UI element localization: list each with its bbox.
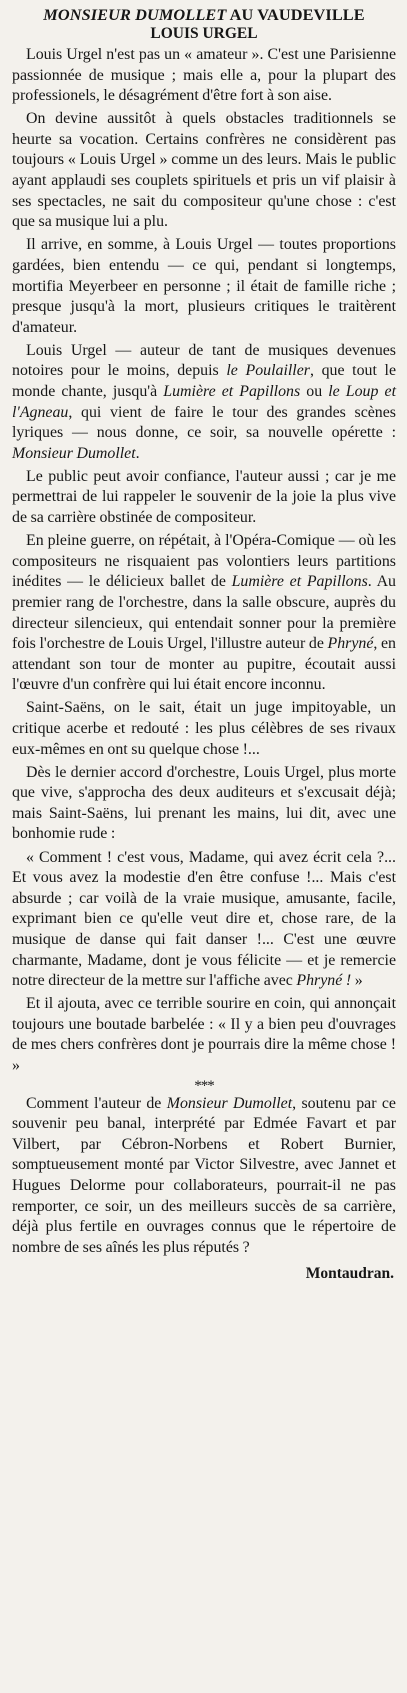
article-paragraph — [12, 531, 396, 696]
italic-title-text: le Loup et l'Agneau — [12, 383, 396, 421]
paragraph-text: Dès le dernier accord d'orchestre, Louis Urgel, plus morte que vive, s'approcha des deux auditeurs et s'excusait déjà; mais Saint-Saëns, lui prenant les mains, lui dit, avec une bonhomie rude : — [12, 763, 396, 843]
paragraph-text: Il arrive, en somme, à Louis Urgel — toutes proportions gardées, bien entendu — ce qui, pendant si longtemps, mortifia Meyerbeer en personne ; il était de famille riche ; presque jusqu'à la mort, plusieurs critiques le traitèrent d'amateur. — [12, 236, 396, 336]
article-paragraph — [12, 994, 396, 1076]
paragraph-text: En pleine guerre, on répétait, à l'Opéra-Comique — où les compositeurs ne risquaient pas volontiers leurs partitions inédites — le délicieux ballet de — [12, 532, 396, 591]
italic-title-text: le Poulailler — [226, 362, 310, 380]
article-paragraph — [12, 698, 396, 760]
headline-rest: AU VAUDEVILLE — [226, 5, 365, 24]
article-paragraph — [12, 45, 396, 107]
article-paragraph — [12, 848, 396, 992]
paragraph-text: , que tout le monde chante, jusqu'à — [12, 362, 396, 400]
paragraph-text: » — [351, 972, 363, 990]
paragraph-text: . — [135, 444, 140, 462]
paragraph-text: , qui vient de faire le tour des grandes scènes lyriques — nous donne, ce soir, sa nouvelle opérette : — [12, 403, 396, 442]
paragraph-text: Louis Urgel n'est pas un « amateur ». C'est une Parisienne passionnée de musique ; mais elle a, pour la plupart des professionels, le désagrément d'être fort à son aise. — [12, 46, 396, 105]
article-byline: LOUIS URGEL — [150, 25, 258, 42]
paragraph-text: Louis Urgel — auteur de tant de musiques devenues notoires pour le moins, depuis — [12, 341, 396, 380]
article-headline — [12, 6, 396, 24]
italic-title-text: Phryné ! — [296, 972, 352, 990]
paragraph-text: ou — [300, 383, 329, 400]
article-paragraph — [12, 467, 396, 529]
italic-title-text: Lumière et Papillons — [163, 383, 301, 400]
italic-title-text: Monsieur Dumollet — [12, 444, 136, 462]
closing-paragraph — [12, 1094, 396, 1259]
article-body — [12, 45, 396, 1077]
paragraph-text: . Au premier rang de l'orchestre, dans la salle obscure, auprès du directeur silencieux, qui entendait sonner pour la première fois l'orchestre de Louis Urgel, l'illustre auteur de — [12, 573, 396, 653]
headline-italic-title: MONSIEUR DUMOLLET — [43, 5, 227, 24]
italic-title-text: Lumière et Papillons — [231, 573, 368, 591]
paragraph-text: On devine aussitôt à quels obstacles traditionnels se heurte sa vocation. Certains confrères ne considèrent pas toujours « Louis Urgel » comme un des leurs. Mais le public ayant applaudi ses couplets spirituels et pris un vif plaisir à ses spectacles, ne sait du compositeur qu'une chose : c'est que sa musique lui a plu. — [12, 110, 396, 231]
article-paragraph — [12, 341, 396, 465]
paragraph-text: , en attendant son tour de monter au pupitre, écoutait aussi l'œuvre d'un confrère qui lui était encore inconnu. — [12, 635, 397, 694]
author-signature: Montaudran. — [305, 1265, 394, 1283]
paragraph-text: , soutenu par ce souvenir peu banal, interprété par Edmée Favart et par Vilbert, par Cébron-Norbens et Robert Burnier, somptueusement monté par Victor Silvestre, avec Jannet et Hugues Delorme pour collaborateurs, pourrait-il ne pas remporter, ce soir, un des meilleurs succès de sa carrière, déjà plus fertile en ouvrages connus que le répertoire de nombre de ses aînés les plus réputés ? — [12, 1094, 396, 1256]
italic-title-text: Monsieur Dumollet — [166, 1094, 293, 1112]
paragraph-text: Et il ajouta, avec ce terrible sourire en coin, qui annonçait toujours une boutade barbelée : « Il y a bien peu d'ouvrages de mes chers confrères dont je pourrais dire la même chose ! » — [12, 995, 396, 1074]
paragraph-text: « Comment ! c'est vous, Madame, qui avez écrit cela ?... Et vous avez la modestie d'en être confuse !... Mais c'est absurde ; car voilà de la vraie musique, amusante, facile, exprimant bien ce qu'elle veut dire et, chose rare, de la musique de danse qui fait danser !... C'est une œuvre charmante, Madame, dont je vous félicite — et je remercie notre directeur de la mettre sur l'affiche avec — [12, 848, 396, 990]
paragraph-text: Saint-Saëns, on le sait, était un juge impitoyable, un critique acerbe et redouté : les plus célèbres de ses rivaux eux-mêmes en ont su quelque chose !... — [12, 699, 396, 758]
article-paragraph — [12, 109, 396, 233]
paragraph-text: Comment l'auteur de — [26, 1094, 167, 1112]
article-paragraph — [12, 763, 396, 845]
article-paragraph — [12, 235, 396, 338]
paragraph-text: Le public peut avoir confiance, l'auteur aussi ; car je me permettrai de lui rappeler le souvenir de la joie la plus vive de sa carrière obstinée de compositeur. — [12, 467, 396, 527]
italic-title-text: Phryné — [327, 635, 374, 653]
section-separator: *** — [194, 1077, 214, 1094]
